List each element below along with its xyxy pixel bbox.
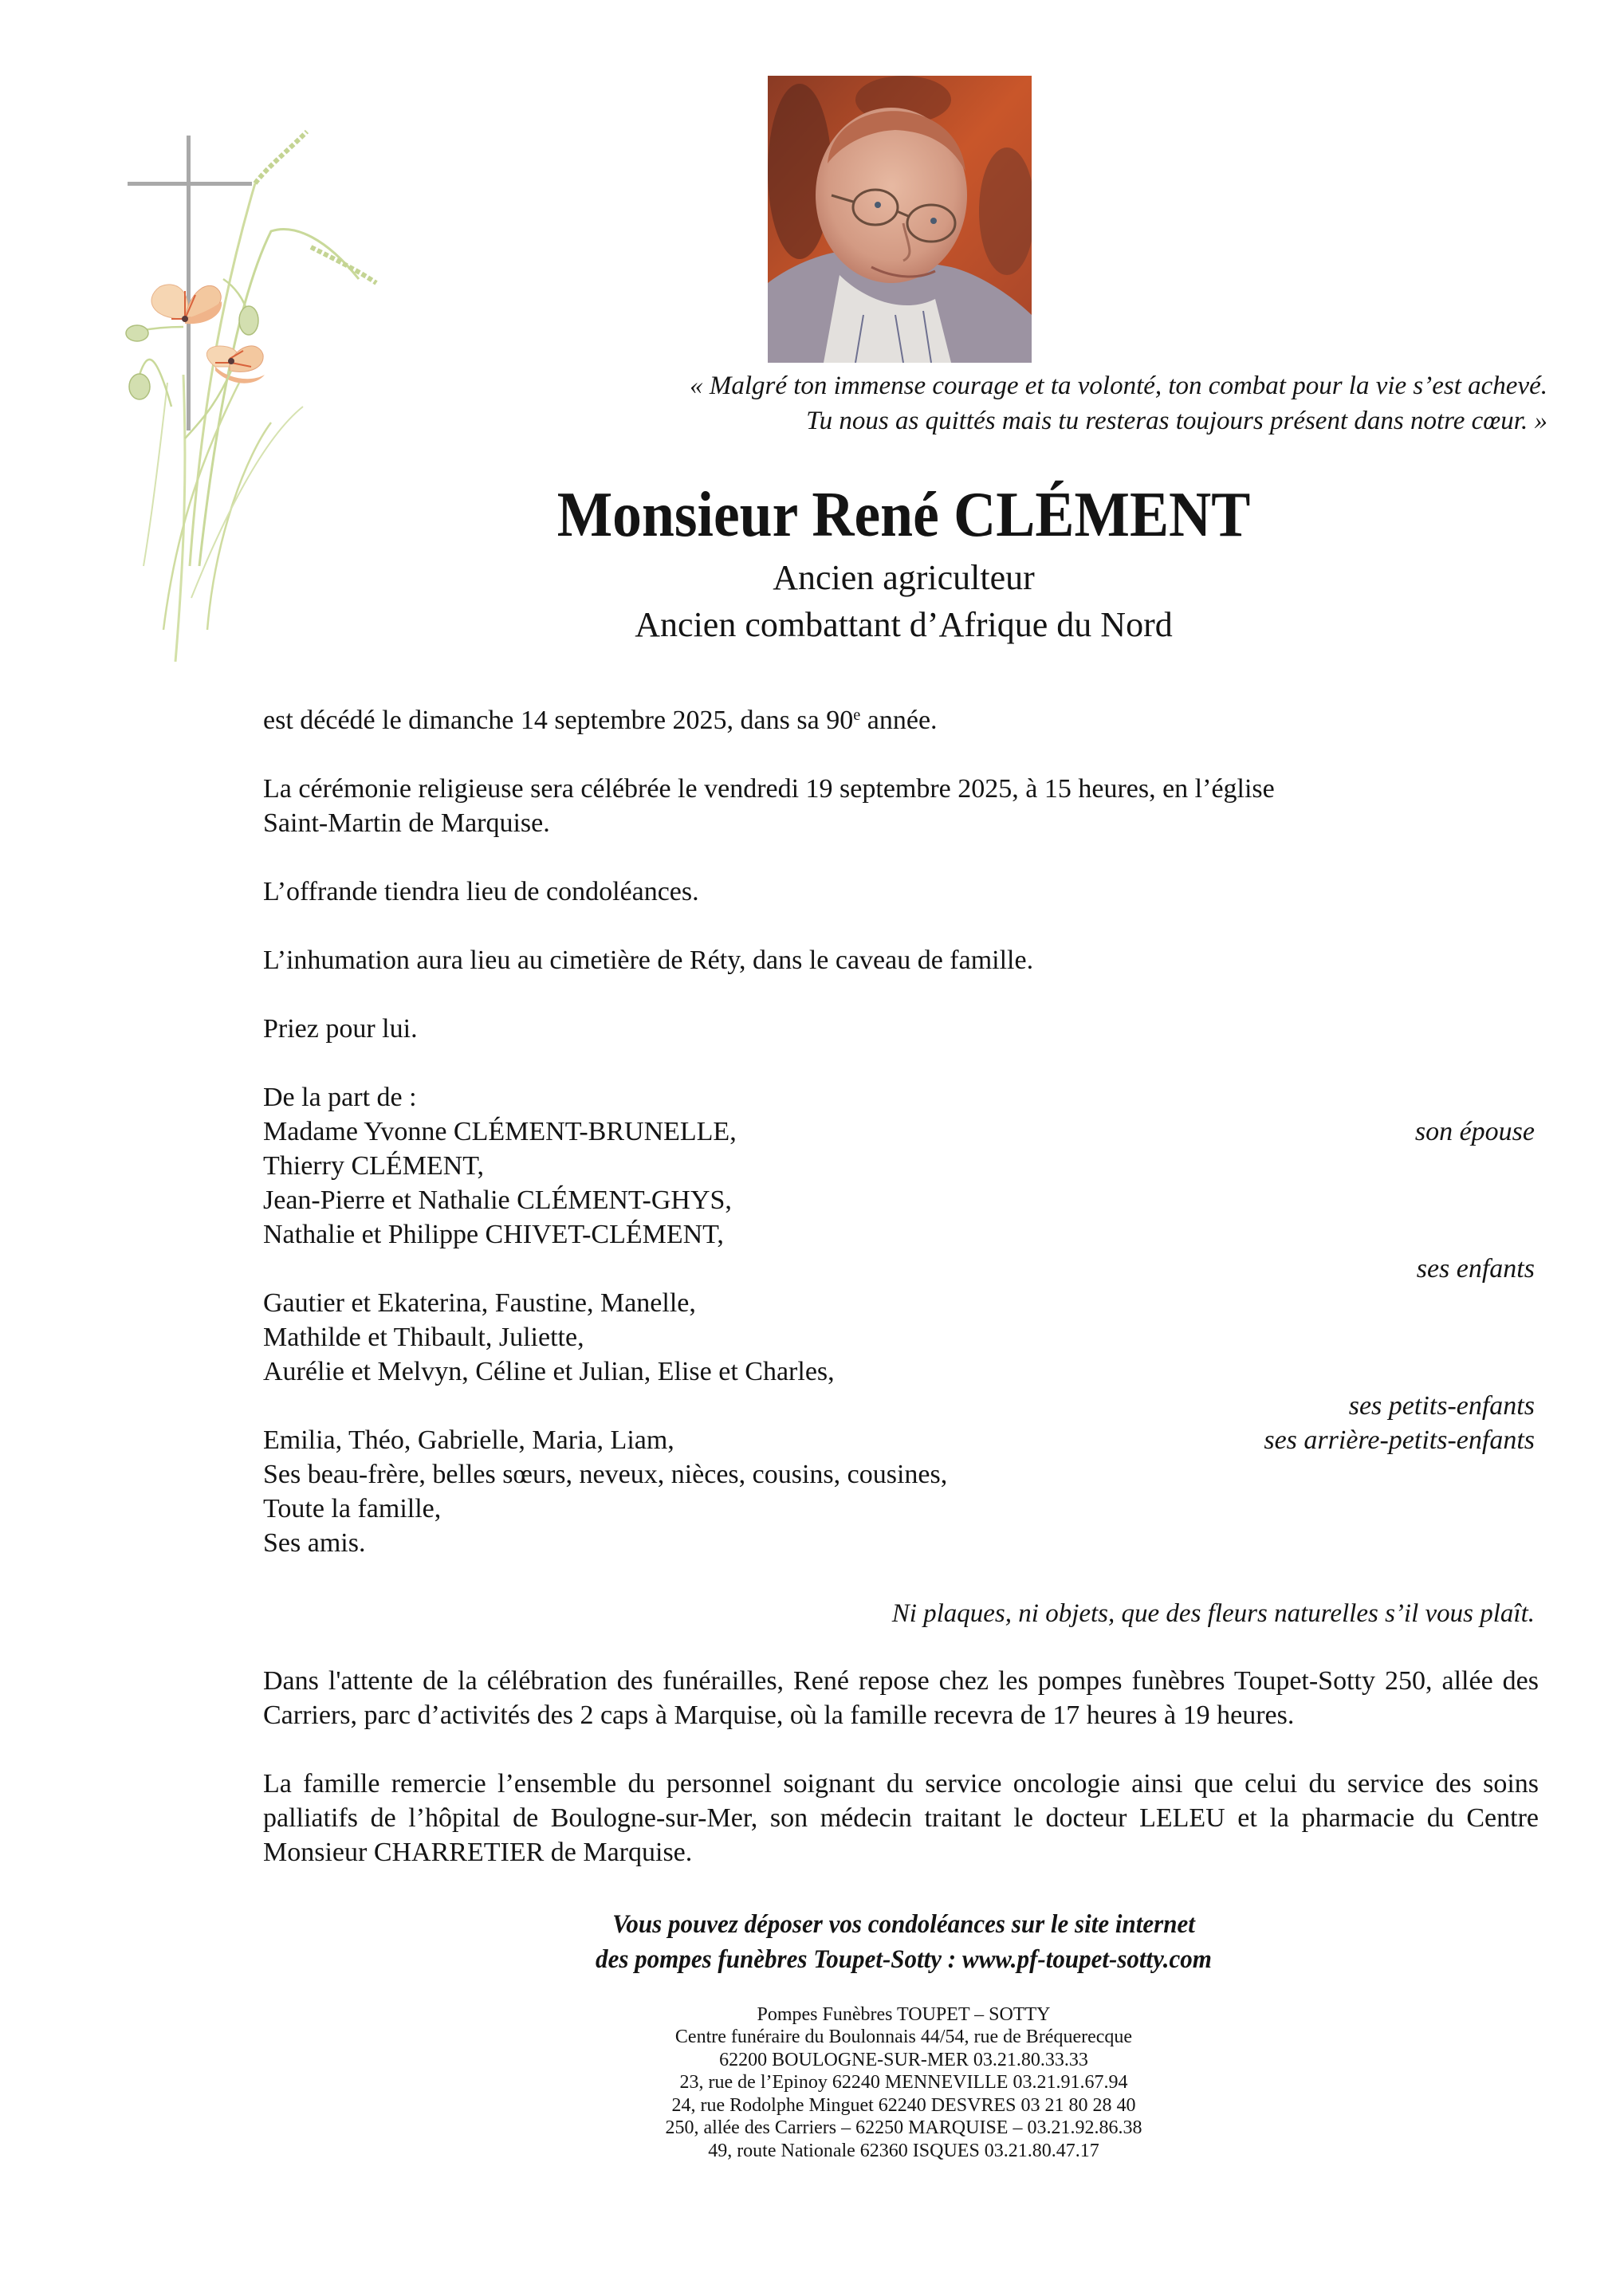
burial-note: L’inhumation aura lieu au cimetière de Réty, dans le caveau de famille. [263, 946, 1034, 975]
bud [129, 374, 150, 399]
veteran-status: Ancien combattant d’Afrique du Nord [635, 605, 1173, 644]
funeral-home-address: 62200 BOULOGNE-SUR-MER 03.21.80.33.33 [719, 2050, 1088, 2070]
deceased-name: Monsieur René CLÉMENT [556, 480, 1251, 550]
family-line: Ses amis. [263, 1528, 366, 1558]
family-line: Toute la famille, [263, 1494, 442, 1523]
family-line: Madame Yvonne CLÉMENT-BRUNELLE, [263, 1117, 737, 1146]
funeral-home-address: 24, rue Rodolphe Minguet 62240 DESVRES 03 21 80 28 40 [671, 2095, 1136, 2116]
portrait-image [768, 76, 1032, 363]
funeral-home-name: Pompes Funèbres TOUPET – SOTTY [757, 2004, 1051, 2025]
prayer-note: Priez pour lui. [263, 1014, 418, 1044]
death-text: est décédé le dimanche 14 septembre 2025, dans sa 90 [263, 706, 854, 735]
online-condolences: Vous pouvez déposer vos condoléances sur le site internet [612, 1910, 1195, 1939]
ceremony-line: Saint-Martin de Marquise. [263, 808, 550, 838]
family-line: Nathalie et Philippe CHIVET-CLÉMENT, [263, 1220, 724, 1249]
family-line: Mathilde et Thibault, Juliette, [263, 1323, 584, 1352]
online-condolences-link[interactable]: des pompes funèbres Toupet-Sotty : www.pf-toupet-sotty.com [596, 1945, 1212, 1974]
bud [126, 325, 148, 341]
repose-notice: Dans l'attente de la célébration des funérailles, René repose chez les pompes funèbres Toupet-Sotty 250, allée des Carriers, parc d’activités des 2 caps à Marquise, où la famille recevra de 17 heures à 19 heures. [263, 1666, 1539, 1730]
family-line: Gautier et Ekaterina, Faustine, Manelle, [263, 1288, 696, 1318]
relation-label: ses petits-enfants [1348, 1391, 1535, 1421]
poppy-flower [206, 346, 265, 383]
bud [239, 306, 258, 335]
funeral-home-address: 49, route Nationale 62360 ISQUES 03.21.80.47.17 [708, 2141, 1099, 2161]
quote-line: « Malgré ton immense courage et ta volonté, ton combat pour la vie s’est achevé. [690, 372, 1547, 400]
family-line: Aurélie et Melvyn, Céline et Julian, Elise et Charles, [263, 1357, 835, 1386]
occupation: Ancien agriculteur [773, 558, 1035, 597]
family-line: Emilia, Théo, Gabrielle, Maria, Liam, [263, 1425, 674, 1455]
funeral-home-address: 250, allée des Carriers – 62250 MARQUISE – 03.21.92.86.38 [665, 2117, 1142, 2138]
thanks-notice: La famille remercie l’ensemble du personnel soignant du service oncologie ainsi que celui du service des soins palliatifs de l’hôpital de Boulogne-sur-Mer, son médecin traitant le docteur LELEU et la pharmacie du Centre Monsieur CHARRETIER de Marquise. [263, 1769, 1539, 1867]
relation-label: ses arrière-petits-enfants [1264, 1425, 1535, 1455]
relation-label: ses enfants [1416, 1254, 1535, 1284]
death-text-end: année. [860, 706, 938, 735]
cross-horizontal [128, 182, 252, 186]
offering-note: L’offrande tiendra lieu de condoléances. [263, 877, 699, 906]
family-line: Jean-Pierre et Nathalie CLÉMENT-GHYS, [263, 1185, 732, 1215]
cross-vertical [187, 136, 191, 431]
funeral-home-address: Centre funéraire du Boulonnais 44/54, rue de Bréquerecque [674, 2027, 1133, 2047]
flowers-notice: Ni plaques, ni objets, que des fleurs naturelles s’il vous plaît. [891, 1599, 1535, 1628]
death-announcement [263, 703, 938, 737]
family-line: Ses beau-frère, belles sœurs, neveux, nièces, cousins, cousines, [263, 1460, 948, 1489]
ceremony-line: La cérémonie religieuse sera célébrée le vendredi 19 septembre 2025, à 15 heures, en l’église [263, 774, 1275, 804]
family-line: Thierry CLÉMENT, [263, 1151, 484, 1181]
relation-label: son épouse [1414, 1117, 1535, 1146]
family-intro: De la part de : [263, 1083, 417, 1112]
funeral-home-address: 23, rue de l’Epinoy 62240 MENNEVILLE 03.21.91.67.94 [679, 2072, 1128, 2093]
portrait-photo [768, 76, 1032, 363]
quote-line: Tu nous as quittés mais tu resteras toujours présent dans notre cœur. » [806, 407, 1547, 435]
ordinal-suffix: e [853, 706, 861, 724]
